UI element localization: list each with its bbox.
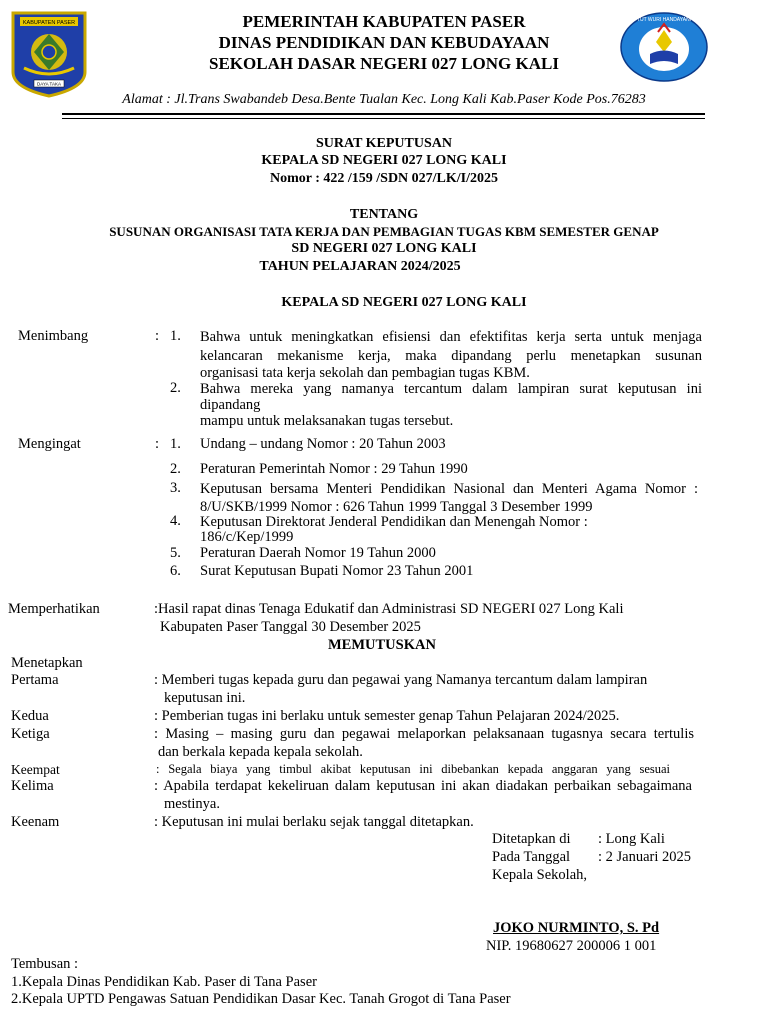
mengingat-num-2: 2. [170, 461, 181, 477]
mengingat-num-1: 1. [170, 436, 181, 452]
mengingat-num-3: 3. [170, 480, 181, 496]
ketiga-line-1: : Masing – masing guru dan pegawai melaporkan pelaksanaan tugasnya secara tertulis [154, 726, 694, 742]
signer-nip: NIP. 19680627 200006 1 001 [486, 938, 657, 954]
kelima-label: Kelima [11, 778, 54, 794]
pertama-line-2: keputusan ini. [164, 690, 246, 706]
memperhatikan-line-1: :Hasil rapat dinas Tenaga Edukatif dan Administrasi SD NEGERI 027 Long Kali [154, 601, 624, 617]
decree-title: SURAT KEPUTUSAN [315, 136, 452, 151]
menimbang-num-1: 1. [170, 328, 181, 344]
tembusan-label: Tembusan : [11, 956, 79, 972]
menimbang-item-1a: Bahwa untuk meningkatkan efisiensi dan efektifitas kerja serta untuk menjaga [200, 329, 702, 345]
sign-place-value: : Long Kali [598, 831, 665, 847]
school-name: SEKOLAH DASAR NEGERI 027 LONG KALI [209, 54, 559, 73]
header-rule-thick [62, 113, 705, 115]
menimbang-item-2a: Bahwa mereka yang namanya tercantum dalam lampiran surat keputusan ini [200, 381, 702, 397]
menimbang-colon: : [155, 328, 160, 344]
keenam-line-1: : Keputusan ini mulai berlaku sejak tanggal ditetapkan. [154, 814, 474, 830]
kelima-line-2: mestinya. [164, 796, 220, 812]
decree-subject-1: SUSUNAN ORGANISASI TATA KERJA DAN PEMBAGIAN TUGAS KBM SEMESTER GENAP [109, 224, 659, 239]
menimbang-item-1b: kelancaran mekanisme kerja, maka dipandang perlu menetapkan susunan [200, 348, 702, 364]
pertama-label: Pertama [11, 672, 59, 688]
mengingat-item-4a: Keputusan Direktorat Jenderal Pendidikan dan Menengah Nomor : [200, 514, 588, 530]
sign-date-label: Pada Tanggal [492, 849, 571, 865]
mengingat-num-4: 4. [170, 513, 181, 529]
ketiga-label: Ketiga [11, 726, 50, 742]
decree-about: TENTANG [349, 207, 419, 222]
menimbang-item-2c: mampu untuk melaksanakan tugas tersebut. [200, 413, 454, 429]
signer-name: JOKO NURMINTO, S. Pd [493, 920, 660, 936]
tembusan-item-1: 1.Kepala Dinas Pendidikan Kab. Paser di Tana Paser [11, 974, 317, 990]
mengingat-item-2: Peraturan Pemerintah Nomor : 29 Tahun 1990 [200, 461, 468, 477]
header-rule-thin [62, 118, 705, 119]
sign-role: Kepala Sekolah, [492, 867, 588, 883]
school-address: Alamat : Jl.Trans Swabandeb Desa.Bente Tualan Kec. Long Kali Kab.Paser Kode Pos.76283 [122, 92, 646, 107]
ketiga-line-2: dan berkala kepada kepala sekolah. [158, 744, 363, 760]
mengingat-item-3b: 8/U/SKB/1999 Nomor : 626 Tahun 1999 Tanggal 3 Desember 1999 [200, 499, 593, 515]
mengingat-colon: : [155, 436, 160, 452]
decree-heading: KEPALA SD NEGERI 027 LONG KALI [281, 295, 527, 310]
memutuskan-heading: MEMUTUSKAN [328, 637, 436, 653]
mengingat-item-4b: 186/c/Kep/1999 [200, 529, 294, 545]
pertama-line-1: : Memberi tugas kepada guru dan pegawai yang Namanya tercantum dalam lampiran [154, 672, 648, 688]
svg-text:TUT WURI HANDAYANI: TUT WURI HANDAYANI [636, 17, 692, 23]
keempat-label: Keempat [11, 762, 60, 777]
svg-text:DAYA TAKA: DAYA TAKA [37, 81, 61, 87]
mengingat-label: Mengingat [18, 436, 81, 452]
mengingat-num-5: 5. [170, 545, 181, 561]
decree-issuer: KEPALA SD NEGERI 027 LONG KALI [261, 153, 507, 168]
memperhatikan-line-2: Kabupaten Paser Tanggal 30 Desember 2025 [160, 619, 421, 635]
keenam-label: Keenam [11, 814, 60, 830]
menimbang-num-2: 2. [170, 380, 181, 396]
govt-name: PEMERINTAH KABUPATEN PASER [242, 12, 526, 31]
menimbang-item-2b: dipandang [200, 397, 261, 413]
decree-subject-3: TAHUN PELAJARAN 2024/2025 [259, 259, 461, 274]
mengingat-item-5: Peraturan Daerah Nomor 19 Tahun 2000 [200, 545, 436, 561]
decree-number: Nomor : 422 /159 /SDN 027/LK/I/2025 [269, 171, 499, 186]
sign-date-value: : 2 Januari 2025 [598, 849, 692, 865]
memperhatikan-label: Memperhatikan [8, 601, 100, 617]
keempat-line-1: : Segala biaya yang timbul akibat keputusan ini dibebankan kepada anggaran yang sesuai [156, 762, 670, 776]
decree-subject-2: SD NEGERI 027 LONG KALI [291, 241, 477, 256]
tembusan-item-2: 2.Kepala UPTD Pengawas Satuan Pendidikan Dasar Kec. Tanah Grogot di Tana Paser [11, 991, 511, 1007]
kedua-line-1: : Pemberian tugas ini berlaku untuk semester genap Tahun Pelajaran 2024/2025. [154, 708, 620, 724]
menimbang-label: Menimbang [18, 328, 89, 344]
mengingat-item-1: Undang – undang Nomor : 20 Tahun 2003 [200, 436, 446, 452]
menimbang-item-1c: organisasi tata kerja sekolah dan pembagian tugas KBM. [200, 365, 530, 381]
mengingat-item-6: Surat Keputusan Bupati Nomor 23 Tahun 2001 [200, 563, 474, 579]
sign-place-label: Ditetapkan di [492, 831, 571, 847]
kedua-label: Kedua [11, 708, 49, 724]
department-name: DINAS PENDIDIKAN DAN KEBUDAYAAN [218, 33, 550, 52]
svg-text:KABUPATEN PASER: KABUPATEN PASER [22, 20, 76, 26]
menetapkan-label: Menetapkan [11, 655, 83, 671]
mengingat-item-3a: Keputusan bersama Menteri Pendidikan Nasional dan Menteri Agama Nomor : [200, 481, 698, 497]
kelima-line-1: : Apabila terdapat kekeliruan dalam keputusan ini akan diadakan perbaikan sebagaimana [154, 778, 692, 794]
mengingat-num-6: 6. [170, 563, 181, 579]
